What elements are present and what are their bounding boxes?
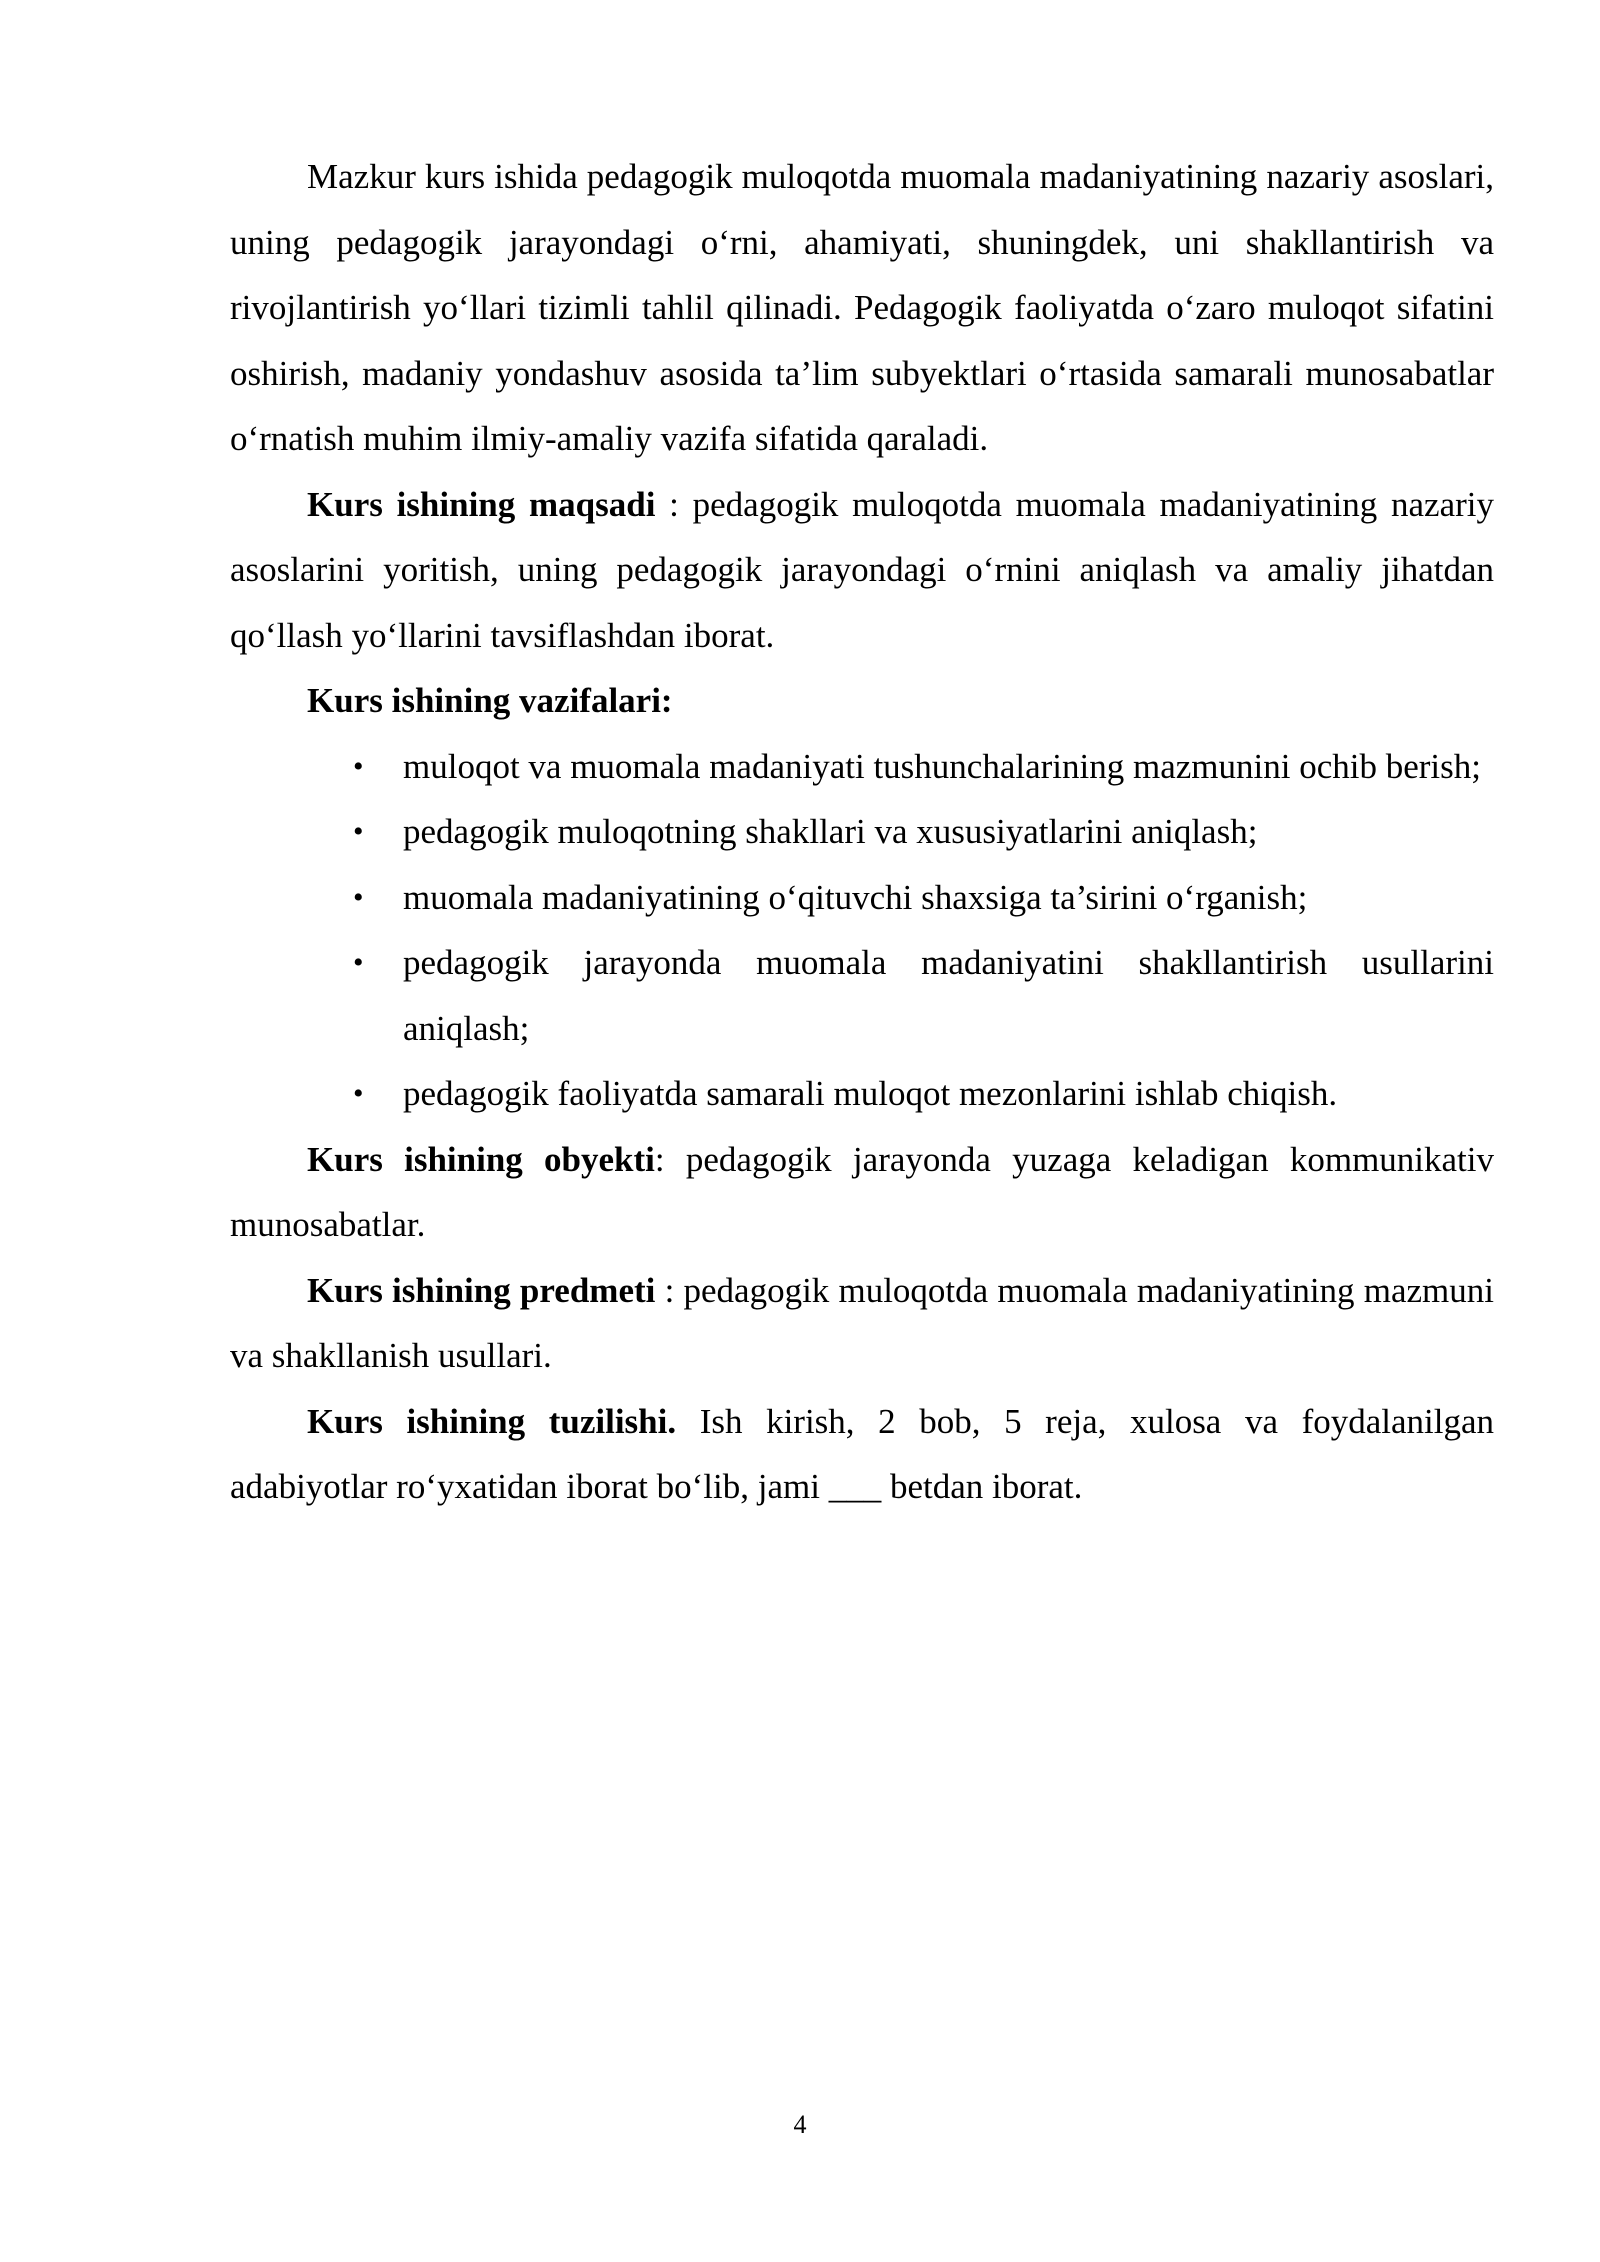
bullet-icon: •: [353, 880, 364, 914]
object-paragraph: [230, 1127, 1494, 1258]
goal-paragraph: [230, 472, 1494, 669]
object-label: Kurs ishining obyekti: [307, 1139, 655, 1179]
subject-paragraph: [230, 1258, 1494, 1389]
list-item-text: pedagogik faoliyatda samarali muloqot mezonlarini ishlab chiqish.: [403, 1074, 1338, 1113]
structure-label: Kurs ishining tuzilishi.: [307, 1401, 677, 1441]
intro-paragraph: Mazkur kurs ishida pedagogik muloqotda muomala madaniyatining nazariy asoslari, uning pedagogik jarayondagi o‘rni, ahamiyati, shuningdek, uni shakllantirish va rivojlantirish yo‘llari tizimli tahlil qilinadi. Pedagogik faoliyatda o‘zaro muloqot sifatini oshirish, madaniy yondashuv asosida ta’lim subyektlari o‘rtasida samarali munosabatlar o‘rnatish muhim ilmiy-amaliy vazifa sifatida qaraladi.: [230, 157, 1494, 458]
structure-paragraph: [230, 1389, 1494, 1520]
object-text: : pedagogik jarayonda yuzaga keladigan kommunikativ munosabatlar.: [230, 1139, 1495, 1244]
bullet-icon: •: [353, 946, 364, 979]
subject-text: : pedagogik muloqotda muomala madaniyatining mazmuni va shakllanish usullari.: [230, 1270, 1494, 1375]
list-item-text: pedagogik muloqotning shakllari va xususiyatlarini aniqlash;: [403, 812, 1258, 851]
list-item-text: pedagogik jarayonda muomala madaniyatini shakllantirish usullarini aniqlash;: [403, 943, 1494, 1048]
page-number: 4: [793, 2110, 807, 2139]
list-item-text: muloqot va muomala madaniyati tushunchalarining mazmunini ochib berish;: [403, 746, 1481, 786]
list-item: [353, 799, 1494, 865]
goal-text: : pedagogik muloqotda muomala madaniyatining nazariy asoslarini yoritish, uning pedagogik jarayondagi o‘rnini aniqlash va amaliy jihatdan qo‘llash yo‘llarini tavsiflashdan iborat.: [230, 484, 1494, 655]
structure-text: Ish kirish, 2 bob, 5 reja, xulosa va foydalanilgan adabiyotlar ro‘yxatidan iborat bo‘lib, jami ___ betdan iborat.: [230, 1401, 1494, 1506]
bullet-icon: •: [353, 815, 364, 848]
tasks-list: [230, 734, 1494, 1127]
list-item: [353, 1061, 1494, 1127]
tasks-heading-label: Kurs ishining vazifalari:: [307, 681, 673, 720]
bullet-icon: •: [353, 749, 364, 783]
list-item: [353, 930, 1494, 1061]
goal-label: Kurs ishining maqsadi: [307, 484, 656, 524]
subject-label: Kurs ishining predmeti: [307, 1270, 656, 1310]
bullet-icon: •: [353, 1077, 364, 1110]
tasks-heading: [230, 668, 1494, 734]
list-item: [353, 865, 1494, 931]
list-item: [353, 734, 1494, 800]
document-page: [230, 144, 1494, 1520]
list-item-text: muomala madaniyatining o‘qituvchi shaxsiga ta’sirini o‘rganish;: [403, 877, 1308, 917]
